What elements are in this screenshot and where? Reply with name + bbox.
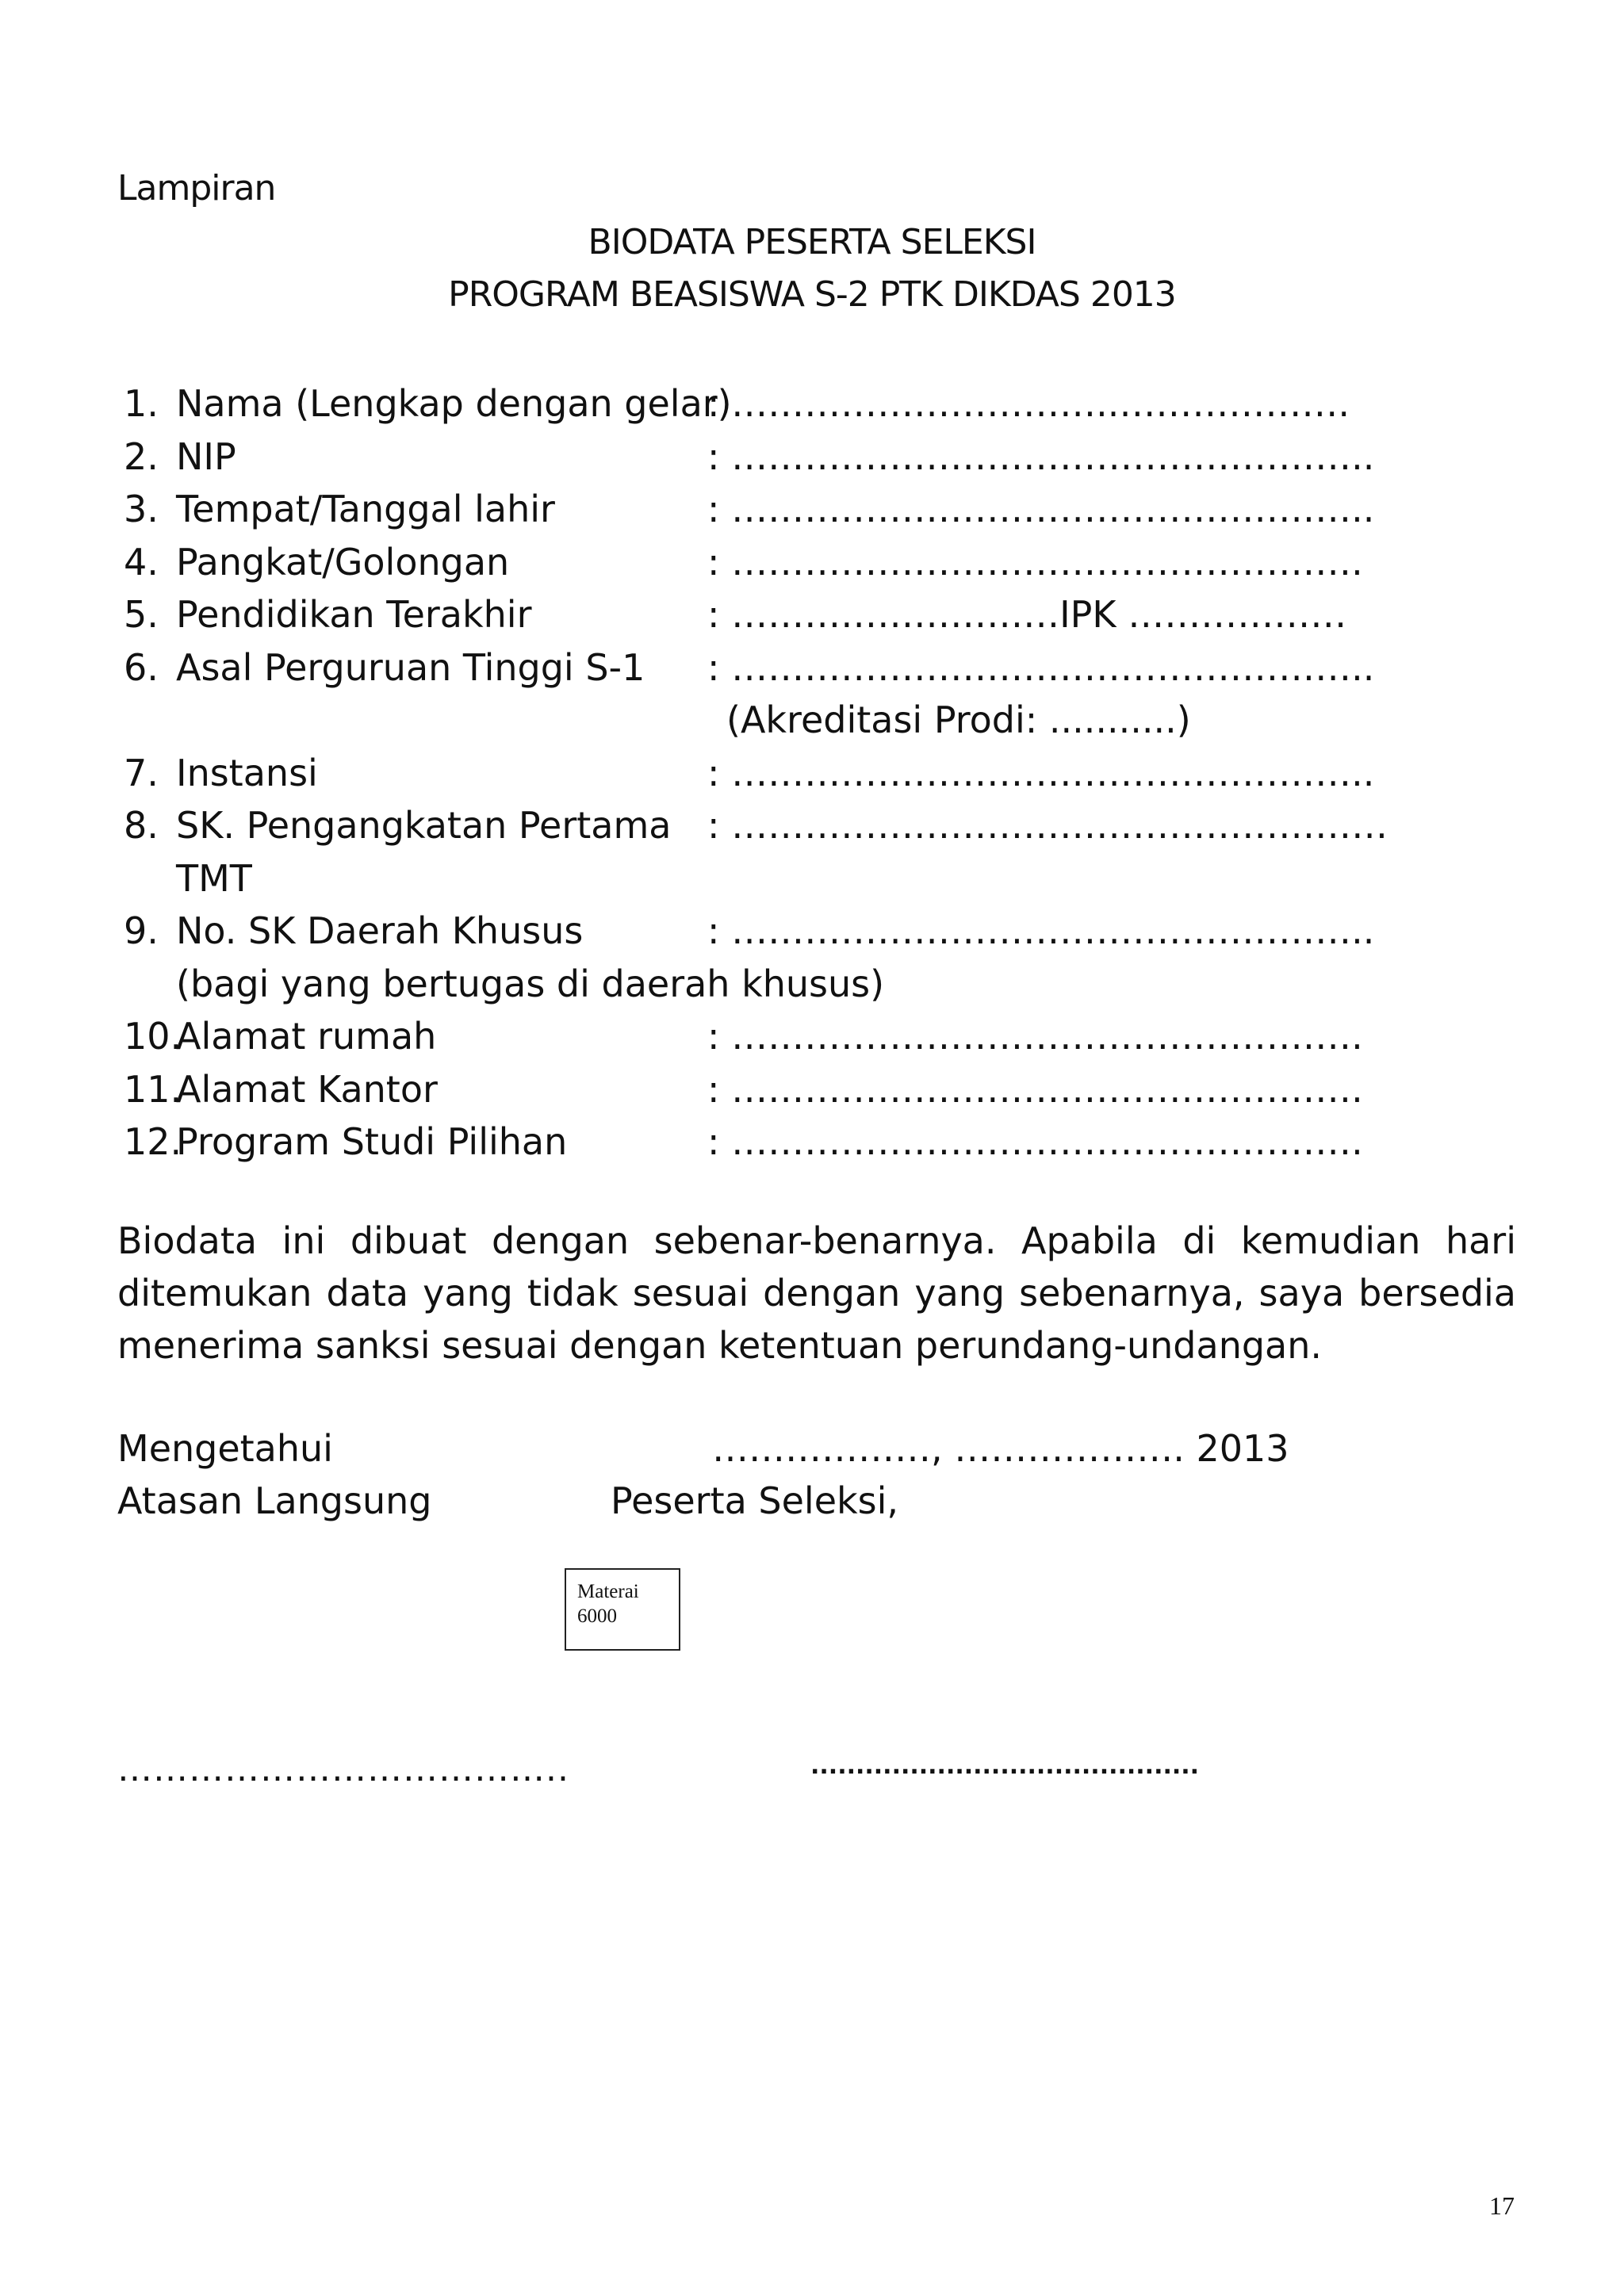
field-label: Alamat rumah	[176, 1015, 437, 1058]
field-value-line: : ………………………………………………	[707, 804, 1388, 847]
page-number: 17	[1489, 2191, 1515, 2220]
field-label: Tempat/Tanggal lahir	[176, 488, 555, 530]
field-value-line: : …………………………………………….	[707, 1067, 1363, 1111]
field-row-sk-pengangkatan	[117, 799, 1513, 852]
field-row-asal-perguruan-tinggi	[117, 641, 1513, 695]
field-label-continuation: TMT	[176, 856, 252, 900]
field-label: Pangkat/Golongan	[176, 540, 510, 584]
statement-paragraph: Biodata ini dibuat dengan sebenar-benarnya. Apabila di kemudian hari ditemukan data yang tidak sesuai dengan yang sebenarnya, saya bersedia menerima sanksi sesuai dengan ketentuan perundang-undangan.	[117, 1219, 1516, 1367]
field-value-line: : …………………………………………….	[707, 540, 1363, 584]
document-title-line2: PROGRAM BEASISWA S-2 PTK DIKDAS 2013	[448, 274, 1176, 315]
field-value-line: : …………………………..……………….	[707, 382, 1350, 425]
document-title-line1: BIODATA PESERTA SELEKSI	[588, 222, 1036, 262]
field-row-program-studi	[117, 1115, 1513, 1169]
field-row-nip	[117, 430, 1513, 484]
mengetahui-label: Mengetahui	[117, 1427, 333, 1470]
peserta-seleksi-label: Peserta Seleksi,	[611, 1479, 899, 1522]
field-value-line: : ……………………………………………..	[707, 645, 1375, 689]
field-value-line: : …………………………………………….	[707, 1120, 1363, 1163]
field-label: Program Studi Pilihan	[176, 1120, 568, 1163]
field-label-continuation: (bagi yang bertugas di daerah khusus)	[176, 962, 885, 1005]
field-number: 12.	[124, 1120, 182, 1163]
field-label: No. SK Daerah Khusus	[176, 909, 584, 952]
field-value-line: : ……………………………………………..	[707, 434, 1375, 478]
field-number: 2.	[124, 434, 159, 478]
lampiran-label: Lampiran	[117, 168, 276, 209]
field-row-tempat-tanggal-lahir	[117, 483, 1513, 536]
field-row-tmt	[117, 852, 1513, 905]
biodata-fields	[117, 377, 1513, 1169]
field-row-daerah-khusus-note	[117, 958, 1513, 1011]
field-label: Nama (Lengkap dengan gelar)	[176, 382, 732, 425]
materai-value: 6000	[577, 1605, 617, 1627]
field-number: 3.	[124, 488, 159, 530]
field-value-line: : ……………………………………………..	[707, 488, 1375, 530]
field-label: NIP	[176, 434, 236, 478]
field-label: Alamat Kantor	[176, 1067, 438, 1111]
field-label: Asal Perguruan Tinggi S-1	[176, 645, 645, 689]
field-label: SK. Pengangkatan Pertama	[176, 804, 672, 847]
field-number: 1.	[124, 382, 159, 425]
field-row-alamat-kantor	[117, 1063, 1513, 1116]
field-row-nama	[117, 377, 1513, 430]
field-number: 11.	[124, 1067, 182, 1111]
field-value-line: : ……………………………………………..	[707, 909, 1375, 952]
field-value-line: : …………………………………………….	[707, 1015, 1363, 1058]
place-date-line: ………………, ………………. 2013	[712, 1427, 1289, 1470]
field-label: Instansi	[176, 751, 318, 794]
field-row-pangkat-golongan	[117, 536, 1513, 589]
field-row-sk-daerah-khusus	[117, 905, 1513, 958]
field-number: 7.	[124, 751, 159, 794]
field-row-akreditasi	[117, 694, 1513, 747]
atasan-langsung-label: Atasan Langsung	[117, 1479, 432, 1522]
atasan-signature-line: ………………………………..	[117, 1749, 569, 1789]
field-row-alamat-rumah	[117, 1010, 1513, 1063]
field-number: 6.	[124, 645, 159, 689]
field-number: 8.	[124, 804, 159, 847]
field-number: 5.	[124, 593, 159, 636]
peserta-signature-line: ...........................................	[810, 1752, 1200, 1780]
akreditasi-note: (Akreditasi Prodi: ...........)	[726, 698, 1191, 741]
field-label: Pendidikan Terakhir	[176, 593, 532, 636]
field-number: 9.	[124, 909, 159, 952]
materai-label: Materai	[577, 1581, 639, 1602]
field-row-pendidikan-terakhir	[117, 588, 1513, 641]
field-value-line: : ……………………………………………..	[707, 751, 1375, 794]
field-number: 4.	[124, 540, 159, 584]
field-row-instansi	[117, 747, 1513, 800]
materai-stamp-box	[565, 1568, 680, 1651]
field-number: 10.	[124, 1015, 182, 1058]
field-value-line: : ………………………IPK ………………	[707, 593, 1347, 636]
